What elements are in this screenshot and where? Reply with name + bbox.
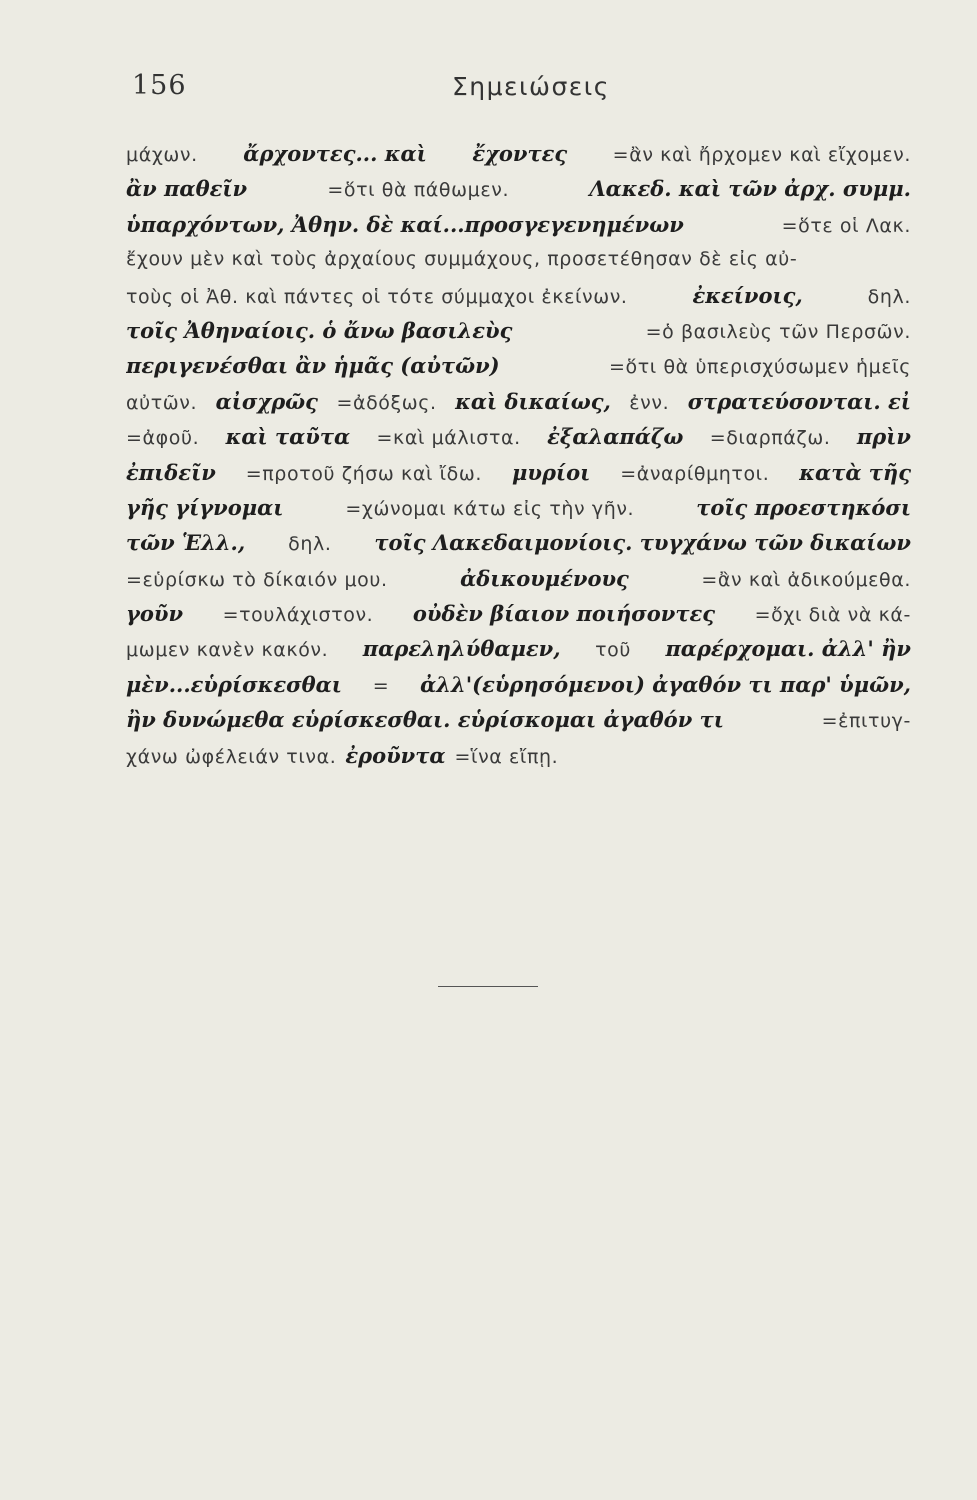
- text-line: [126, 667, 911, 702]
- gloss-text: =ἀφοῦ.: [126, 427, 200, 450]
- text-line: [126, 490, 911, 525]
- lemma-term: ἐξαλαπάζω: [547, 424, 684, 450]
- text-line: [126, 561, 911, 596]
- lemma-term: τοῖς Ἀθηναίοις. ὁ ἄνω βασιλεὺς: [126, 317, 513, 343]
- text-line: [126, 738, 911, 773]
- gloss-text: =χώνομαι κάτω εἰς τὴν γῆν.: [345, 497, 635, 520]
- text-line: [126, 348, 911, 383]
- gloss-text: =ὅτι θὰ ὑπερισχύσωμεν ἡμεῖς: [609, 356, 911, 379]
- lemma-term: Λακεδ. καὶ τῶν ἀρχ. συμμ.: [589, 176, 911, 202]
- lemma-term: ἐροῦντα: [345, 742, 446, 768]
- running-head: Σημειώσεις: [452, 72, 610, 101]
- text-line: [126, 455, 911, 490]
- gloss-text: =ἐπιτυγ-: [821, 710, 911, 733]
- gloss-text: μωμεν κανὲν κακόν.: [126, 639, 329, 662]
- lemma-term: τοῖς Λακεδαιμονίοις. τυγχάνω τῶν δικαίων: [374, 530, 911, 556]
- lemma-term: ἢν δυνώμεθα εὑρίσκεσθαι. εὑρίσκομαι ἀγαθόν τι: [126, 707, 724, 733]
- lemma-term: παρέρχομαι. ἀλλ' ἢν: [665, 636, 911, 662]
- gloss-text: αὐτῶν.: [126, 391, 198, 414]
- lemma-term: μὲν...εὑρίσκεσθαι: [126, 671, 342, 697]
- lemma-term: ἔχοντες: [472, 141, 568, 166]
- gloss-text: τοῦ: [595, 639, 631, 662]
- text-line: [126, 207, 911, 242]
- text-line: [126, 525, 911, 560]
- gloss-text: =διαρπάζω.: [709, 427, 831, 450]
- gloss-text: =ἀναρίθμητοι.: [620, 462, 770, 485]
- text-line: [126, 171, 911, 206]
- gloss-text: ἔχουν μὲν καὶ τοὺς ἀρχαίους συμμάχους, προσετέθησαν δὲ εἰς αὐ-: [126, 248, 798, 271]
- lemma-term: ἂν παθεῖν: [126, 176, 248, 202]
- lemma-term: γῆς γίγνομαι: [126, 494, 284, 520]
- gloss-text: δηλ.: [288, 533, 332, 556]
- gloss-text: =καὶ μάλιστα.: [376, 427, 521, 450]
- gloss-text: =ἀδόξως.: [336, 391, 437, 414]
- lemma-term: τοῖς προεστηκόσι: [696, 494, 911, 520]
- lemma-term: πρὶν: [856, 424, 911, 450]
- lemma-term: καὶ δικαίως,: [455, 388, 611, 414]
- end-rule-divider: [438, 986, 538, 987]
- lemma-term: ἐπιδεῖν: [126, 459, 216, 485]
- lemma-term: ἀλλ'(εὑρησόμενοι) ἀγαθόν τι παρ' ὑμῶν,: [420, 671, 911, 697]
- lemma-term: ἐκείνοις,: [692, 282, 803, 308]
- gloss-text: χάνω ὠφέλειάν τινα.: [126, 745, 337, 768]
- gloss-text: δηλ.: [867, 285, 911, 308]
- lemma-term: καὶ ταῦτα: [225, 424, 351, 450]
- lemma-term: παρεληλύθαμεν,: [362, 636, 561, 662]
- gloss-text: =ὅτι θὰ πάθωμεν.: [327, 179, 510, 202]
- page-number: 156: [132, 70, 187, 101]
- text-line: [126, 596, 911, 631]
- lemma-term: στρατεύσονται. εἰ: [687, 388, 911, 414]
- text-line: [126, 631, 911, 666]
- lemma-term: ἀδικουμένους: [460, 565, 629, 591]
- lemma-term: κατὰ τῆς: [799, 459, 911, 485]
- gloss-text: =ὅτε οἱ Λακ.: [781, 214, 911, 237]
- text-line: [126, 419, 911, 454]
- gloss-text: =ἂν καὶ ἀδικούμεθα.: [701, 568, 911, 591]
- gloss-text: =εὑρίσκω τὸ δίκαιόν μου.: [126, 568, 388, 591]
- text-line: [126, 136, 911, 171]
- gloss-text: =ὁ βασιλεὺς τῶν Περσῶν.: [645, 320, 911, 343]
- gloss-text: =ἵνα εἴπῃ.: [454, 745, 559, 768]
- text-line: [126, 242, 911, 277]
- gloss-text: =προτοῦ ζήσω καὶ ἴδω.: [245, 462, 483, 485]
- lemma-term: αἰσχρῶς: [215, 388, 318, 414]
- gloss-text: =ἂν καὶ ἤρχομεν καὶ εἴχομεν.: [612, 144, 911, 166]
- lemma-term: μυρίοι: [512, 459, 591, 485]
- gloss-text: =τουλάχιστον.: [222, 604, 374, 627]
- text-line: [126, 702, 911, 737]
- gloss-text: τοὺς οἱ Ἀθ. καὶ πάντες οἱ τότε σύμμαχοι ἐκείνων.: [126, 285, 628, 308]
- text-line: [126, 384, 911, 419]
- lemma-term: περιγενέσθαι ἂν ἡμᾶς (αὐτῶν): [126, 353, 500, 379]
- gloss-text: =ὄχι διὰ νὰ κά-: [754, 604, 911, 627]
- gloss-text: ἐνν.: [629, 391, 670, 414]
- lemma-term: τῶν Ἑλλ.,: [126, 530, 246, 556]
- notes-body: [126, 136, 911, 773]
- lemma-term: ἄρχοντες... καὶ: [243, 141, 427, 166]
- gloss-text: μάχων.: [126, 144, 198, 166]
- lemma-term: ὑπαρχόντων, Ἀθην. δὲ καί...προσγεγενημένων: [126, 211, 684, 237]
- text-line: [126, 313, 911, 348]
- text-line: [126, 278, 911, 313]
- lemma-term: γοῦν: [126, 601, 184, 627]
- gloss-text: =: [372, 674, 390, 697]
- lemma-term: οὐδὲν βίαιον ποιήσοντες: [412, 601, 716, 627]
